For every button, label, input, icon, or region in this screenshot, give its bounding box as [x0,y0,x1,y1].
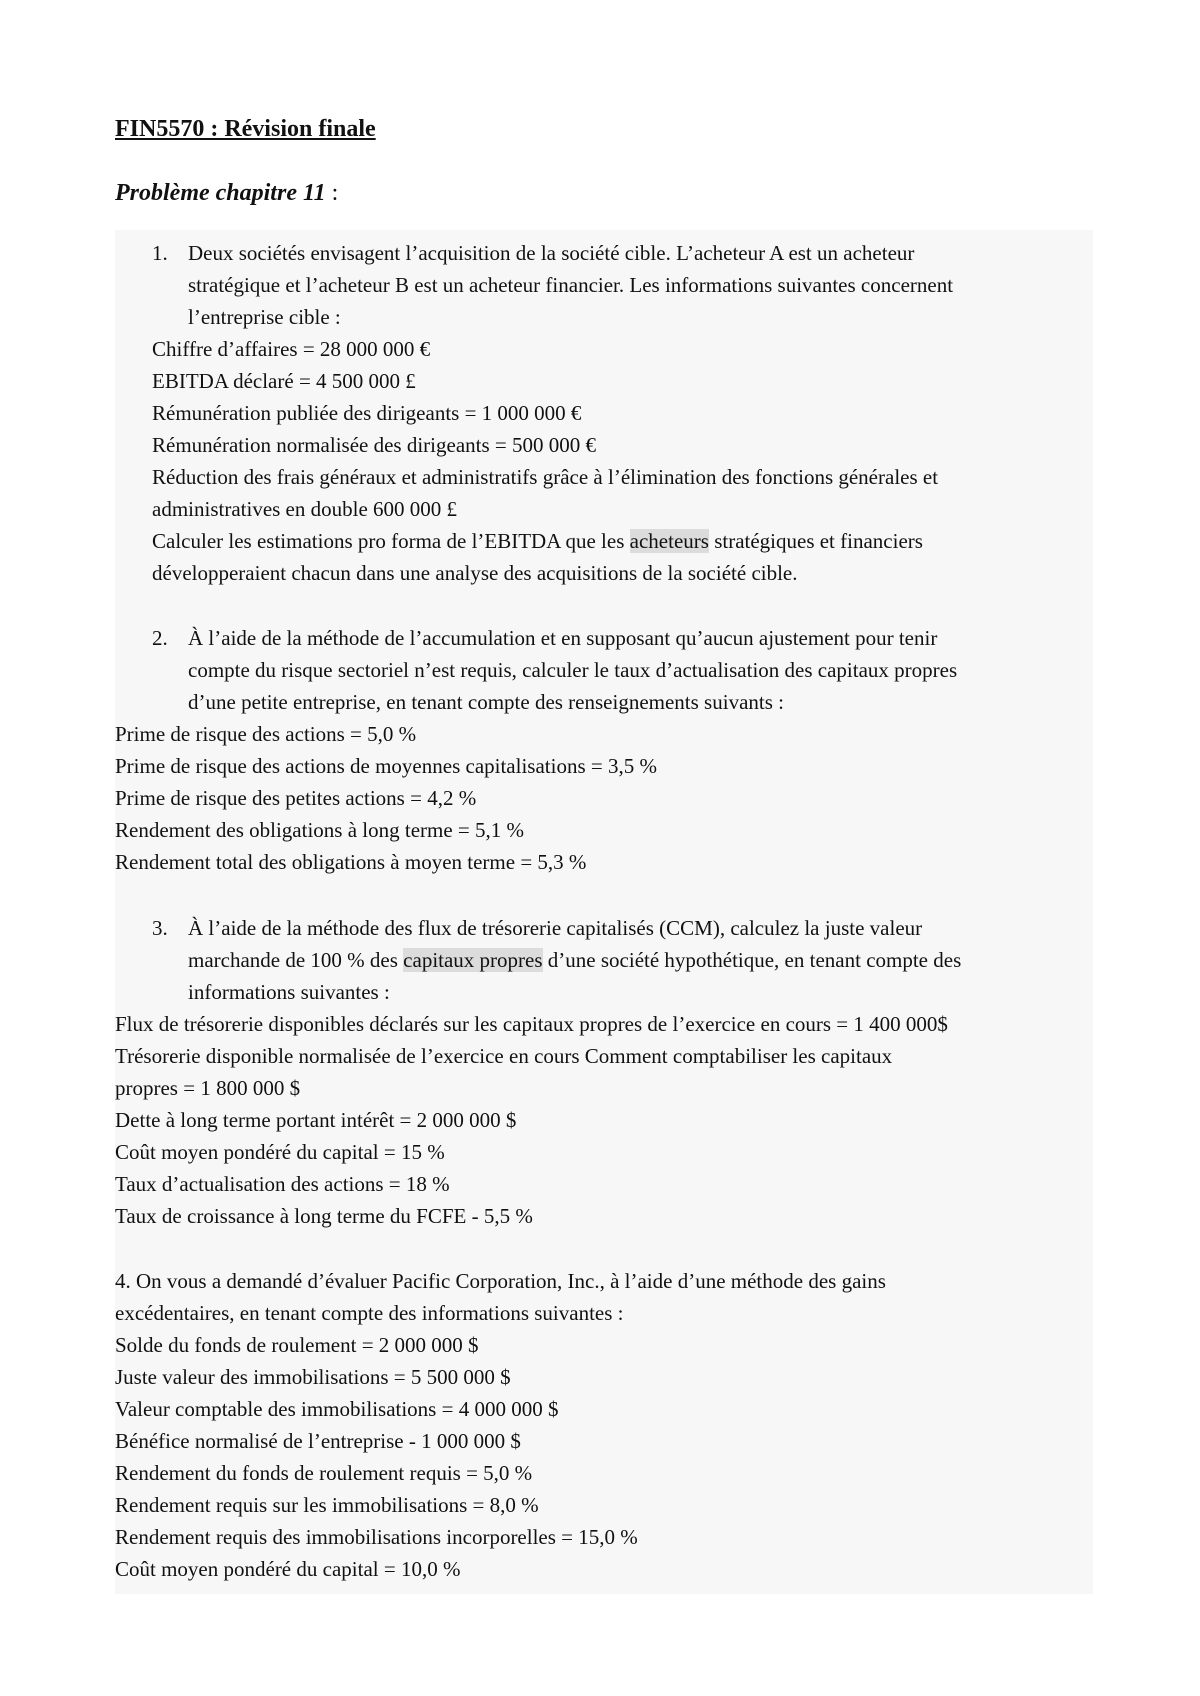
problem-2-intro-line: À l’aide de la méthode de l’accumulation et en supposant qu’aucun ajustement pour tenir [188,626,938,650]
problem-3-data-line: Coût moyen pondéré du capital = 15 % [115,1140,445,1164]
problem-3-data-line: Taux de croissance à long terme du FCFE - 5,5 % [115,1204,533,1228]
problem-4-line: 4. On vous a demandé d’évaluer Pacific Corporation, Inc., à l’aide d’une méthode des gains [115,1269,886,1293]
chapter-colon: : [325,180,339,206]
problem-1-intro [188,237,953,333]
problem-3-number: 3. [152,916,168,940]
problem-1-data-line: Rémunération publiée des dirigeants = 1 000 000 € [152,401,582,425]
problem-4-line: excédentaires, en tenant compte des informations suivantes : [115,1301,624,1325]
problem-4-line: Valeur comptable des immobilisations = 4 000 000 $ [115,1397,559,1421]
problem-1-question: Calculer les estimations pro forma de l’EBITDA que les acheteurs stratégiques et financiers [152,529,923,553]
problem-1-data-line: Rémunération normalisée des dirigeants = 500 000 € [152,433,596,457]
problem-2-intro-line: d’une petite entreprise, en tenant compte des renseignements suivants : [188,690,784,714]
problem-3-data [115,1008,948,1232]
problem-3-intro-line: informations suivantes : [188,980,390,1004]
chapter-label: Problème chapitre 11 [115,180,326,206]
problem-1-question-line-2: développeraient chacun dans une analyse des acquisitions de la société cible. [152,561,798,585]
problem-1-intro-line: l’entreprise cible : [188,305,341,329]
highlighted-phrase: capitaux propres [403,948,543,972]
problem-2-data-line: Rendement des obligations à long terme = 5,1 % [115,818,525,842]
problem-1-data-line: Réduction des frais généraux et administratifs grâce à l’élimination des fonctions générales et [152,465,939,489]
problem-2-data-line: Prime de risque des actions de moyennes capitalisations = 3,5 % [115,754,657,778]
problem-1-intro-line: Deux sociétés envisagent l’acquisition de la société cible. L’acheteur A est un acheteur [188,241,915,265]
problem-1-number: 1. [152,241,168,265]
problem-1-intro-line: stratégique et l’acheteur B est un acheteur financier. Les informations suivantes concernent [188,273,954,297]
problem-1-data-line: administratives en double 600 000 £ [152,497,458,521]
problem-3-data-line: Trésorerie disponible normalisée de l’exercice en cours Comment comptabiliser les capitaux [115,1044,893,1068]
problem-4 [115,1265,886,1585]
problem-3-data-line: Taux d’actualisation des actions = 18 % [115,1172,450,1196]
problem-4-line: Rendement requis sur les immobilisations = 8,0 % [115,1493,539,1517]
problem-3-intro [188,912,961,1008]
problem-4-line: Bénéfice normalisé de l’entreprise - 1 000 000 $ [115,1429,521,1453]
problem-1-data [152,333,938,589]
problem-4-line: Coût moyen pondéré du capital = 10,0 % [115,1557,461,1581]
problem-2-intro [188,622,957,718]
problem-3-data-line: Dette à long terme portant intérêt = 2 000 000 $ [115,1108,517,1132]
problem-2-intro-line: compte du risque sectoriel n’est requis, calculer le taux d’actualisation des capitaux propres [188,658,958,682]
problem-3-data-line: propres = 1 800 000 $ [115,1076,301,1100]
problem-2-data-line: Prime de risque des petites actions = 4,2 % [115,786,477,810]
problem-4-line: Solde du fonds de roulement = 2 000 000 $ [115,1333,479,1357]
problem-4-line: Rendement requis des immobilisations incorporelles = 15,0 % [115,1525,638,1549]
problem-2-data-line: Prime de risque des actions = 5,0 % [115,722,417,746]
problem-1-data-line: EBITDA déclaré = 4 500 000 £ [152,369,416,393]
problem-4-line: Juste valeur des immobilisations = 5 500 000 $ [115,1365,511,1389]
problem-2-data [115,718,657,878]
problem-3-data-line: Flux de trésorerie disponibles déclarés sur les capitaux propres de l’exercice en cours = 1 400 000$ [115,1012,948,1036]
problem-2-number: 2. [152,626,168,650]
document-title: FIN5570 : Révision finale [115,116,376,142]
chapter-heading [115,180,338,207]
problem-2-data-line: Rendement total des obligations à moyen terme = 5,3 % [115,850,587,874]
problem-1-data-line: Chiffre d’affaires = 28 000 000 € [152,337,431,361]
problem-3-intro-line: marchande de 100 % des capitaux propres d’une société hypothétique, en tenant compte des [188,948,962,972]
problem-3-intro-line: À l’aide de la méthode des flux de trésorerie capitalisés (CCM), calculez la juste valeur [188,916,923,940]
problem-4-line: Rendement du fonds de roulement requis = 5,0 % [115,1461,533,1485]
highlighted-word: acheteurs [629,529,709,553]
